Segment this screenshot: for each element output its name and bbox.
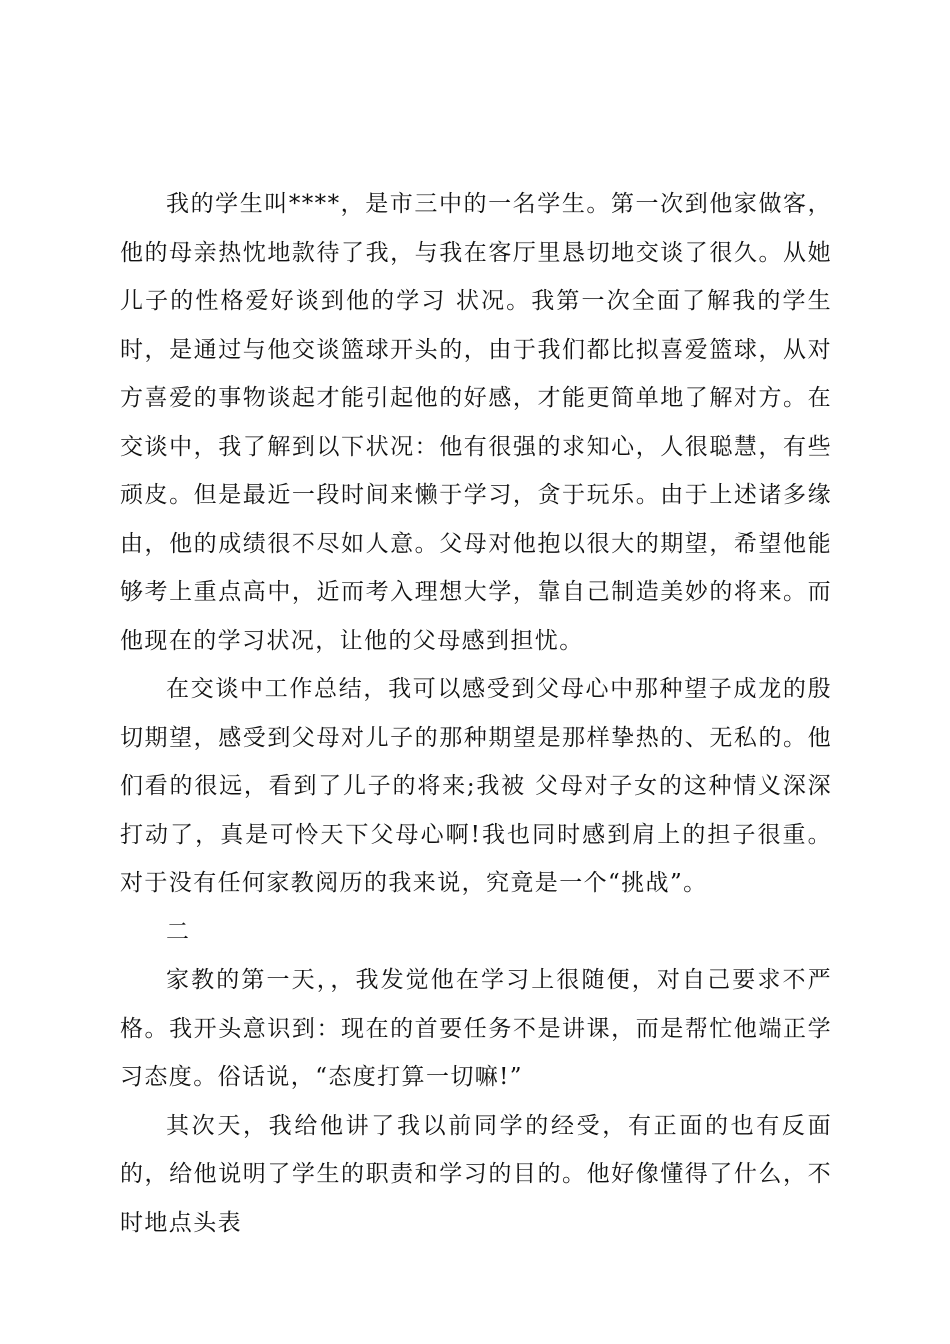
paragraph-3: 家教的第一天，，我发觉他在学习上很随便，对自己要求不严格。我开头意识到：现在的首要任务不是讲课，而是帮忙他端正学习态度。俗话说，“态度打算一切嘛!” bbox=[120, 967, 832, 1090]
document-body bbox=[120, 180, 832, 1247]
paragraph-2: 在交谈中工作总结，我可以感受到父母心中那种望子成龙的殷切期望，感受到父母对儿子的那种期望是那样挚热的、无私的。他们看的很远，看到了儿子的将来;我被 父母对子女的这种情义深深打动了，真是可怜天下父母心啊!我也同时感到肩上的担子很重。对于没有任何家教阅历的我来说，究竟是一个“挑战”。 bbox=[120, 676, 832, 896]
section-number: 二 bbox=[166, 918, 191, 945]
paragraph-4: 其次天，我给他讲了我以前同学的经受，有正面的也有反面的，给他说明了学生的职责和学习的目的。他好像懂得了什么，不时地点头表 bbox=[120, 1112, 832, 1236]
paragraph-1: 我的学生叫****，是市三中的一名学生。第一次到他家做客，他的母亲热忱地款待了我，与我在客厅里恳切地交谈了很久。从她儿子的性格爱好谈到他的学习 状况。我第一次全面了解我的学生时，是通过与他交谈篮球开头的，由于我们都比拟喜爱篮球，从对方喜爱的事物谈起才能引起他的好感，才能更简单地了解对方。在交谈中，我了解到以下状况：他有很强的求知心，人很聪慧，有些顽皮。但是最近一段时间来懒于学习，贪于玩乐。由于上述诸多缘由，他的成绩很不尽如人意。父母对他抱以很大的期望，希望他能够考上重点高中，近而考入理想大学，靠自己制造美妙的将来。而他现在的学习状况，让他的父母感到担忧。 bbox=[120, 191, 832, 654]
